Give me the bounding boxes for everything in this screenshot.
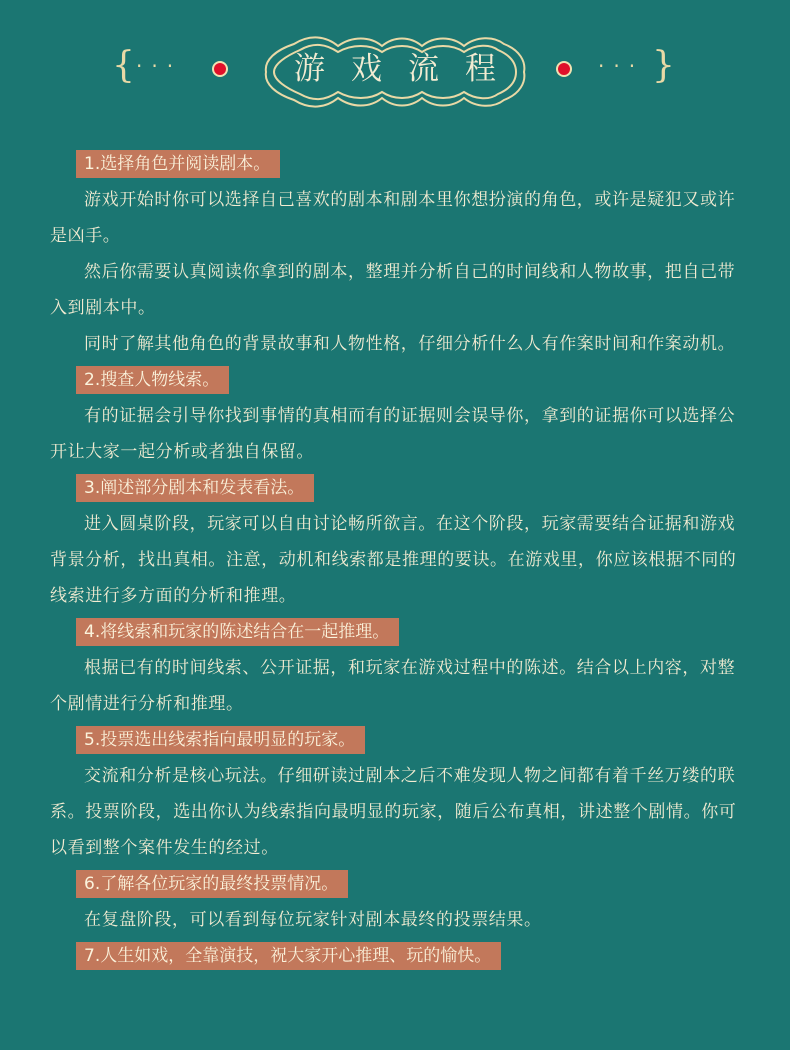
left-brace-ornament: { — [112, 45, 135, 86]
section-4 — [50, 614, 750, 722]
left-dots-ornament: ··· — [136, 54, 183, 78]
step-heading: 7.人生如戏，全靠演技，祝大家开心推理、玩的愉快。 — [76, 942, 501, 970]
step-paragraph: 同时了解其他角色的背景故事和人物性格，仔细分析什么人有作案时间和作案动机。 — [84, 334, 736, 354]
step-heading: 6.了解各位玩家的最终投票情况。 — [76, 870, 348, 898]
step-paragraph: 进入圆桌阶段，玩家可以自由讨论畅所欲言。在这个阶段，玩家需要结合证据和游戏背景分析，找出真相。注意，动机和线索都是推理的要诀。在游戏里，你应该根据不同的线索进行多方面的分析和推理。 — [50, 514, 737, 606]
rules-content — [50, 146, 750, 974]
step-paragraph: 游戏开始时你可以选择自己喜欢的剧本和剧本里你想扮演的角色，或许是疑犯又或许是凶手。 — [50, 190, 736, 246]
section-6 — [50, 866, 750, 938]
step-paragraph: 根据已有的时间线索、公开证据，和玩家在游戏过程中的陈述。结合以上内容，对整个剧情进行分析和推理。 — [50, 658, 736, 714]
section-1 — [50, 146, 750, 362]
step-paragraph: 在复盘阶段，可以看到每位玩家针对剧本最终的投票结果。 — [84, 910, 542, 930]
section-3 — [50, 470, 750, 614]
section-7 — [50, 938, 750, 974]
step-paragraph: 然后你需要认真阅读你拿到的剧本，整理并分析自己的时间线和人物故事，把自己带入到剧本中。 — [50, 262, 736, 318]
right-dots-ornament: ··· — [598, 54, 645, 78]
title-banner — [0, 30, 790, 114]
right-red-dot-icon — [558, 63, 570, 75]
page-title: 游戏流程 — [294, 51, 522, 87]
left-red-dot-icon — [214, 63, 226, 75]
step-heading: 2.搜查人物线索。 — [76, 366, 229, 394]
section-5 — [50, 722, 750, 866]
step-paragraph: 交流和分析是核心玩法。仔细研读过剧本之后不难发现人物之间都有着千丝万缕的联系。投票阶段，选出你认为线索指向最明显的玩家，随后公布真相，讲述整个剧情。你可以看到整个案件发生的经过。 — [50, 766, 737, 858]
step-heading: 4.将线索和玩家的陈述结合在一起推理。 — [76, 618, 399, 646]
step-heading: 5.投票选出线索指向最明显的玩家。 — [76, 726, 365, 754]
step-paragraph: 有的证据会引导你找到事情的真相而有的证据则会误导你，拿到的证据你可以选择公开让大家一起分析或者独自保留。 — [50, 406, 736, 462]
step-heading: 3.阐述部分剧本和发表看法。 — [76, 474, 314, 502]
right-brace-ornament: } — [652, 45, 675, 86]
step-heading: 1.选择角色并阅读剧本。 — [76, 150, 280, 178]
section-2 — [50, 362, 750, 470]
